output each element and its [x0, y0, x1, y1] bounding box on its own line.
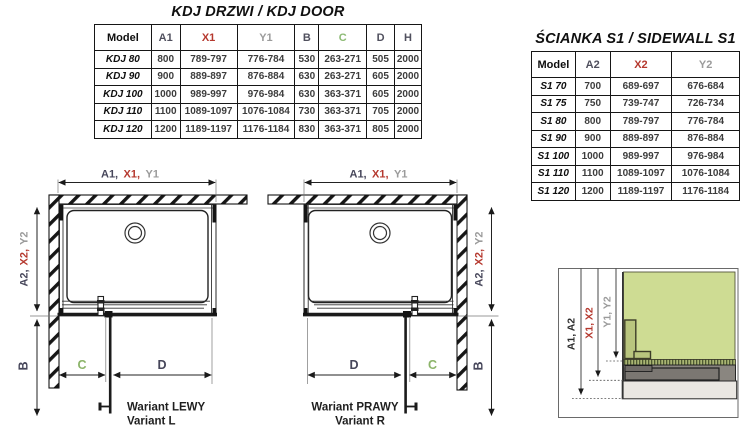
table-cell: 1176-1184	[672, 183, 740, 201]
dim-d-label: D	[157, 358, 167, 372]
table-cell: 876-884	[672, 130, 740, 148]
table-cell: 630	[295, 86, 319, 104]
table-row	[532, 78, 740, 96]
column-header: D	[367, 25, 395, 51]
dim-d-label: D	[349, 358, 359, 372]
table-row	[532, 148, 740, 166]
table-cell: 976-984	[672, 148, 740, 166]
table-cell: 2000	[394, 121, 421, 139]
model-cell: S1 75	[532, 95, 576, 113]
table-cell: 776-784	[237, 51, 295, 69]
caption-variant-left-pl: Wariant LEWY	[127, 401, 206, 414]
table-cell: 776-784	[672, 113, 740, 131]
table-cell: 739-747	[610, 95, 672, 113]
dim-c-label: C	[77, 358, 87, 372]
table-cell: 605	[367, 68, 395, 86]
door-handle-icon	[99, 403, 111, 411]
model-cell: S1 90	[532, 130, 576, 148]
table-cell: 876-884	[237, 68, 295, 86]
plan-diagram-right	[268, 169, 499, 428]
detail-dim-y-label: Y1, Y2	[601, 296, 614, 328]
model-cell: S1 100	[532, 148, 576, 166]
column-header: Y2	[672, 52, 740, 78]
table-cell: 2000	[394, 86, 421, 104]
table-cell: 689-697	[610, 78, 672, 96]
dim-cd	[60, 318, 213, 384]
table-row	[95, 68, 422, 86]
table-cell: 363-371	[319, 86, 367, 104]
model-cell: S1 70	[532, 78, 576, 96]
dim-x1-label: X1,	[123, 168, 141, 181]
drain-icon	[370, 223, 390, 243]
table-cell: 989-997	[610, 148, 672, 166]
table-cell: 1100	[151, 103, 180, 121]
table-cell: 789-797	[180, 51, 237, 69]
table-cell: 363-371	[319, 103, 367, 121]
table-cell: 1000	[575, 148, 610, 166]
drain-icon	[125, 223, 145, 243]
dim-b-label: B	[16, 361, 31, 371]
model-cell: KDJ 80	[95, 51, 152, 69]
glass-panel	[624, 272, 736, 360]
door-table	[94, 24, 422, 139]
table-cell: 976-984	[237, 86, 295, 104]
table-cell: 1089-1097	[180, 103, 237, 121]
wall-hatch-right	[457, 195, 467, 390]
seal-strip	[624, 360, 736, 366]
table-cell: 789-797	[610, 113, 672, 131]
table-cell: 1076-1084	[237, 103, 295, 121]
model-cell: KDJ 110	[95, 103, 152, 121]
dim-y1-label: Y1	[145, 168, 159, 181]
model-cell: S1 120	[532, 183, 576, 201]
table-cell: 900	[575, 130, 610, 148]
door-table-section	[94, 4, 422, 139]
wall-hatch-top	[268, 195, 467, 204]
plan-diagram-left	[17, 169, 248, 428]
table-cell: 1076-1084	[672, 165, 740, 183]
column-header: X2	[610, 52, 672, 78]
table-header-row	[532, 52, 740, 78]
detail-dim-a-label: A1, A2	[565, 317, 578, 351]
table-cell: 830	[295, 121, 319, 139]
table-cell: 989-997	[180, 86, 237, 104]
table-cell: 900	[151, 68, 180, 86]
table-row	[532, 95, 740, 113]
table-row	[532, 130, 740, 148]
sidewall-table	[531, 51, 740, 201]
table-cell: 1176-1184	[237, 121, 295, 139]
table-cell: 263-271	[319, 51, 367, 69]
model-cell: KDJ 90	[95, 68, 152, 86]
detail-dim-x-label: X1, X2	[583, 307, 596, 339]
table-row	[95, 121, 422, 139]
table-cell: 800	[151, 51, 180, 69]
table-cell: 263-271	[319, 68, 367, 86]
table-cell: 805	[367, 121, 395, 139]
sidewall-table-section	[531, 31, 740, 201]
column-header: A1	[151, 25, 180, 51]
dim-y1-label: Y1	[394, 168, 408, 181]
table-cell: 530	[295, 51, 319, 69]
table-cell: 1189-1197	[610, 183, 672, 201]
sidewall-table-title: ŚCIANKA S1 / SIDEWALL S1	[535, 31, 736, 47]
model-cell: S1 110	[532, 165, 576, 183]
table-cell: 1000	[151, 86, 180, 104]
table-row	[532, 165, 740, 183]
door-handle-icon	[406, 403, 418, 411]
wall-hatch-top	[50, 195, 247, 204]
column-header: X1	[180, 25, 237, 51]
dim-c-label: C	[427, 358, 438, 372]
table-cell: 1200	[575, 183, 610, 201]
table-cell: 505	[367, 51, 395, 69]
table-cell: 750	[575, 95, 610, 113]
section-detail	[559, 269, 739, 418]
table-cell: 676-684	[672, 78, 740, 96]
dim-a1-label: A1,	[101, 168, 119, 181]
door-table-title: KDJ DRZWI / KDJ DOOR	[171, 4, 345, 20]
table-cell: 700	[575, 78, 610, 96]
table-cell: 1089-1097	[610, 165, 672, 183]
dim-depth-label: A2,X2,Y2	[18, 231, 31, 287]
table-header-row	[95, 25, 422, 51]
table-cell: 363-371	[319, 121, 367, 139]
table-cell: 2000	[394, 103, 421, 121]
table-row	[532, 113, 740, 131]
dim-b-label: B	[471, 361, 486, 371]
column-header: Model	[95, 25, 152, 51]
table-cell: 705	[367, 103, 395, 121]
column-header: B	[295, 25, 319, 51]
table-row	[95, 103, 422, 121]
table-cell: 2000	[394, 51, 421, 69]
table-cell: 1189-1197	[180, 121, 237, 139]
table-cell: 2000	[394, 68, 421, 86]
table-cell: 726-734	[672, 95, 740, 113]
table-cell: 889-897	[610, 130, 672, 148]
table-row	[532, 183, 740, 201]
caption-variant-right-pl: Wariant PRAWY	[311, 401, 399, 414]
table-cell: 630	[295, 68, 319, 86]
column-header: H	[394, 25, 421, 51]
dim-x1-label: X1,	[372, 168, 389, 181]
column-header: Model	[532, 52, 576, 78]
caption-variant-left-en: Variant L	[127, 415, 176, 428]
model-cell: KDJ 120	[95, 121, 152, 139]
model-cell: S1 80	[532, 113, 576, 131]
table-cell: 730	[295, 103, 319, 121]
column-header: A2	[575, 52, 610, 78]
table-cell: 1100	[575, 165, 610, 183]
dim-a1-label: A1,	[349, 168, 367, 181]
dim-depth-label: A2,X2,Y2	[473, 231, 486, 287]
table-row	[95, 51, 422, 69]
wall-hatch-left	[49, 195, 59, 388]
column-header: Y1	[237, 25, 295, 51]
table-cell: 800	[575, 113, 610, 131]
table-cell: 605	[367, 86, 395, 104]
model-cell: KDJ 100	[95, 86, 152, 104]
caption-variant-right-en: Variant R	[335, 415, 385, 428]
table-row	[95, 86, 422, 104]
dim-cd	[308, 318, 457, 384]
column-header: C	[319, 25, 367, 51]
table-cell: 1200	[151, 121, 180, 139]
table-cell: 889-897	[180, 68, 237, 86]
